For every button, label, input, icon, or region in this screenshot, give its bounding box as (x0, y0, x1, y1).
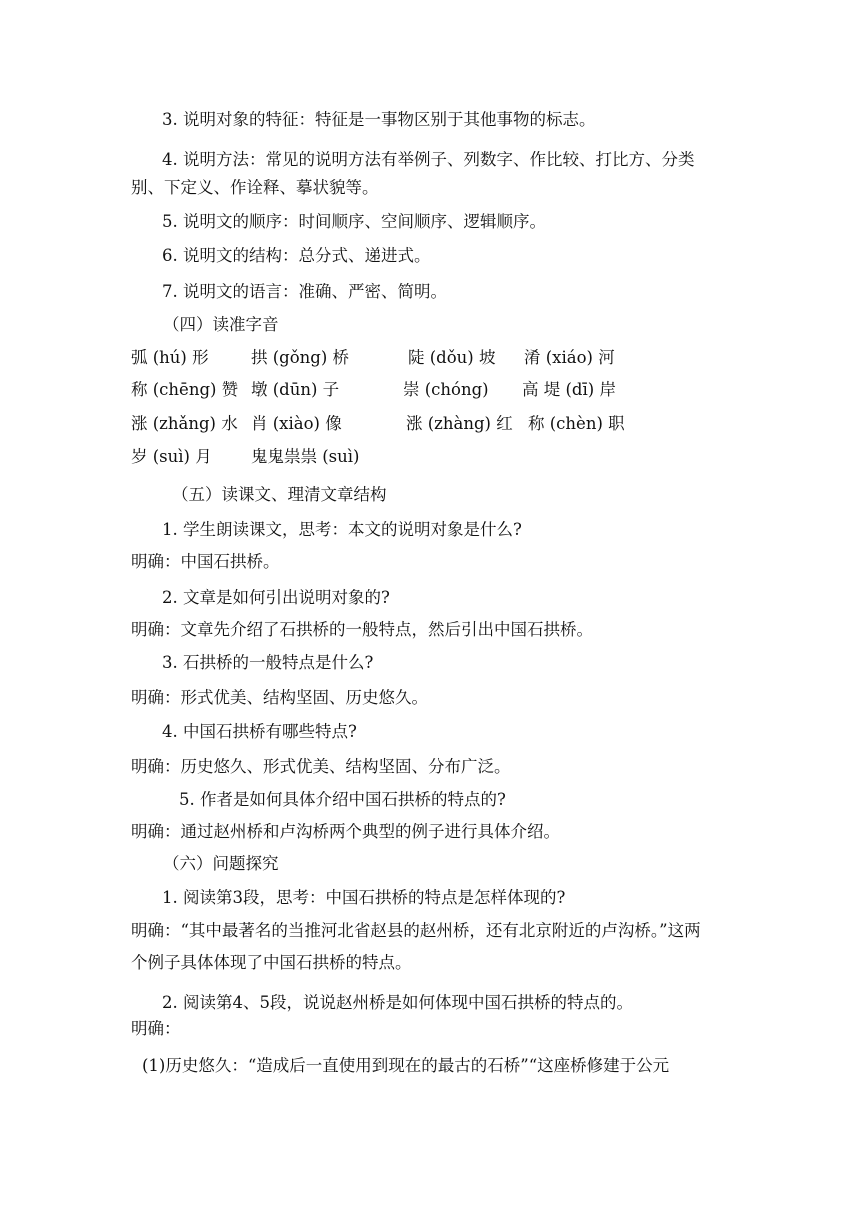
pron-cell: 淆 (xiáo) 河 (524, 348, 615, 367)
question-5: 5. 作者是如何具体介绍中国石拱桥的特点的? (179, 790, 506, 809)
item-6: 6. 说明文的结构：总分式、递进式。 (162, 246, 431, 265)
pron-cell: 鬼鬼祟祟 (suì) (251, 447, 360, 466)
problem-1-answer-cont: 个例子具体体现了中国石拱桥的特点。 (131, 953, 412, 972)
problem-1-answer: 明确：“其中最著名的当推河北省赵县的赵州桥，还有北京附近的卢沟桥。”这两 (131, 921, 701, 940)
problem-2-answer-label: 明确： (131, 1019, 181, 1038)
section-heading-4: （四）读准字音 (163, 315, 279, 334)
question-3: 3. 石拱桥的一般特点是什么? (162, 653, 374, 672)
pron-cell: 高 堤 (dī) 岸 (522, 380, 616, 399)
pron-cell: 拱 (gǒng) 桥 (251, 348, 350, 367)
item-3: 3. 说明对象的特征：特征是一事物区别于其他事物的标志。 (162, 110, 596, 129)
item-5: 5. 说明文的顺序：时间顺序、空间顺序、逻辑顺序。 (162, 212, 546, 231)
question-1: 1. 学生朗读课文，思考：本文的说明对象是什么? (162, 520, 522, 539)
item-4: 4. 说明方法：常见的说明方法有举例子、列数字、作比较、打比方、分类 (162, 150, 695, 169)
pron-cell: 涨 (zhǎng) 水 (131, 414, 238, 433)
answer-4: 明确：历史悠久、形式优美、结构坚固、分布广泛。 (131, 757, 511, 776)
pron-cell: 岁 (suì) 月 (131, 447, 212, 466)
pron-cell: 称 (chèn) 职 (528, 414, 625, 433)
answer-2: 明确：文章先介绍了石拱桥的一般特点，然后引出中国石拱桥。 (131, 620, 593, 639)
problem-1: 1. 阅读第3段，思考：中国石拱桥的特点是怎样体现的? (162, 888, 566, 907)
answer-3: 明确：形式优美、结构坚固、历史悠久。 (131, 688, 428, 707)
answer-5: 明确：通过赵州桥和卢沟桥两个典型的例子进行具体介绍。 (131, 822, 560, 841)
problem-2: 2. 阅读第4、5段，说说赵州桥是如何体现中国石拱桥的特点的。 (162, 993, 633, 1012)
question-4: 4. 中国石拱桥有哪些特点? (162, 722, 357, 741)
item-4-cont: 别、下定义、作诠释、摹状貌等。 (131, 178, 379, 197)
pron-cell: 墩 (dūn) 子 (251, 380, 340, 399)
pron-cell: 陡 (dǒu) 坡 (408, 348, 496, 367)
problem-2-answer-1: (1)历史悠久：“造成后一直使用到现在的最古的石桥”“这座桥修建于公元 (142, 1056, 670, 1075)
section-heading-5: （五）读课文、理清文章结构 (172, 485, 387, 504)
question-2: 2. 文章是如何引出说明对象的? (162, 588, 390, 607)
section-heading-6: （六）问题探究 (163, 854, 279, 873)
pron-cell: 称 (chēng) 赞 (131, 380, 239, 399)
pron-cell: 崇 (chóng) (403, 380, 489, 399)
pron-cell: 肖 (xiào) 像 (251, 414, 342, 433)
pron-cell: 涨 (zhàng) 红 (406, 414, 513, 433)
item-7: 7. 说明文的语言：准确、严密、简明。 (162, 282, 447, 301)
pron-cell: 弧 (hú) 形 (131, 348, 209, 367)
answer-1: 明确：中国石拱桥。 (131, 552, 280, 571)
